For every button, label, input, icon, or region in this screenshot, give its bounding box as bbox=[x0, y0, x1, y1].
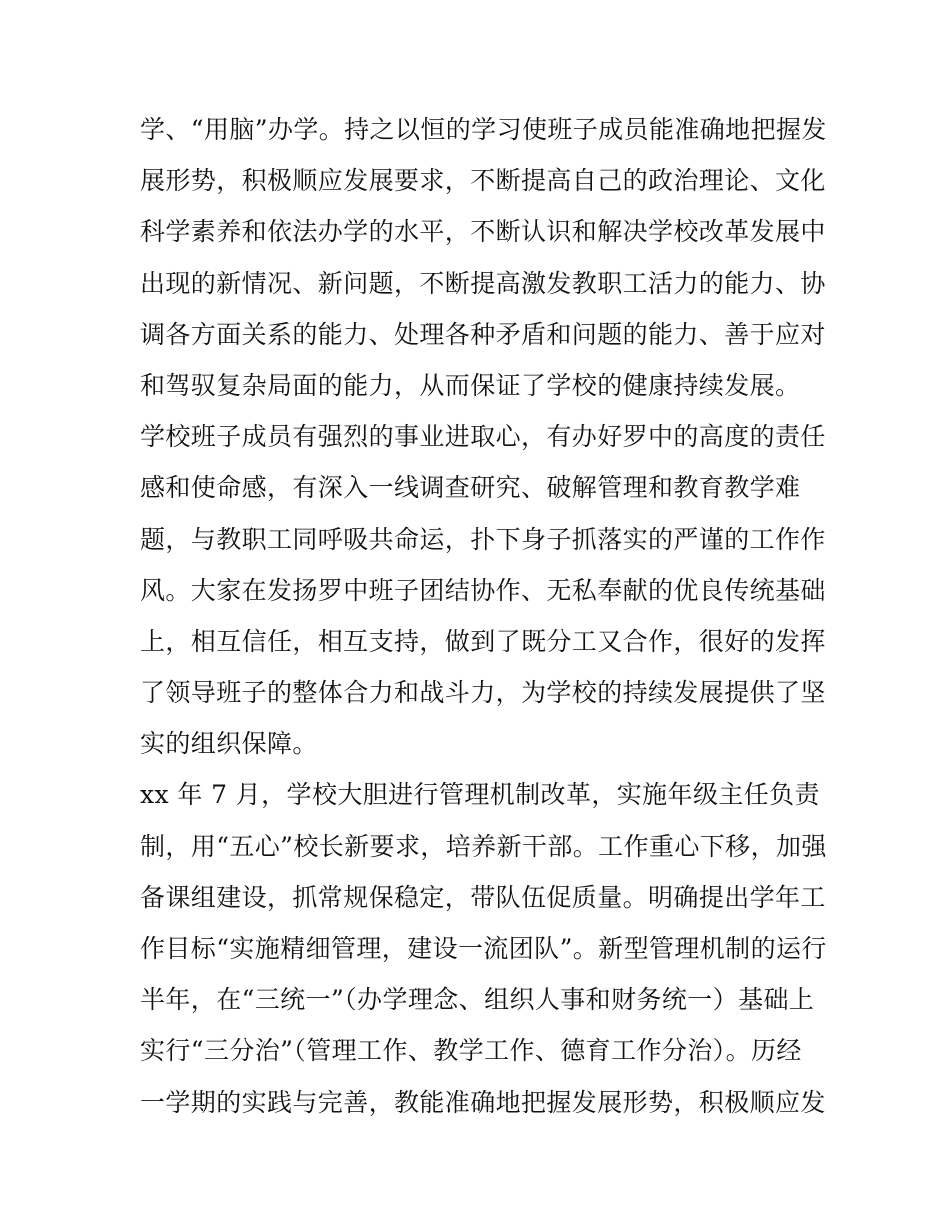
text-line: 上，相互信任，相互支持，做到了既分工又合作，很好的发挥 bbox=[140, 626, 826, 656]
text-line: 一学期的实践与完善，教能准确地把握发展形势，积极顺应发 bbox=[140, 1087, 826, 1117]
text-line: 制，用“五心”校长新要求，培养新干部。工作重心下移，加强 bbox=[140, 831, 827, 861]
text-line: 和驾驭复杂局面的能力，从而保证了学校的健康持续发展。 bbox=[140, 370, 801, 400]
text-line: 备课组建设，抓常规保稳定，带队伍促质量。明确提出学年工 bbox=[140, 882, 826, 912]
text-line: 实行“三分治”（管理工作、教学工作、德育工作分治）。历经 bbox=[140, 1036, 802, 1066]
text-line: 了领导班子的整体合力和战斗力，为学校的持续发展提供了坚 bbox=[140, 678, 826, 708]
text-line: 半年，在“三统一”（办学理念、组织人事和财务统一）基础上 bbox=[140, 985, 815, 1015]
text-line: 调各方面关系的能力、处理各种矛盾和问题的能力、善于应对 bbox=[140, 319, 826, 349]
text-line: 风。大家在发扬罗中班子团结协作、无私奉献的优良传统基础 bbox=[140, 575, 826, 605]
text-line: 题，与教职工同呼吸共命运，扑下身子抓落实的严谨的工作作 bbox=[140, 524, 826, 554]
text-line: 感和使命感，有深入一线调查研究、破解管理和教育教学难 bbox=[140, 473, 801, 503]
body-text bbox=[140, 104, 830, 1128]
text-line: 实的组织保障。 bbox=[140, 729, 318, 759]
text-line: 作目标“实施精细管理，建设一流团队”。新型管理机制的运行 bbox=[140, 934, 827, 963]
text-line: 学校班子成员有强烈的事业进取心，有办好罗中的高度的责任 bbox=[140, 422, 826, 452]
text-line: 出现的新情况、新问题，不断提高激发教职工活力的能力、协 bbox=[140, 268, 826, 298]
text-line: xx 年 7 月，学校大胆进行管理机制改革，实施年级主任负责 bbox=[140, 780, 820, 810]
text-line: 展形势，积极顺应发展要求，不断提高自己的政治理论、文化 bbox=[140, 166, 826, 196]
text-line: 科学素养和依法办学的水平，不断认识和解决学校改革发展中 bbox=[140, 217, 826, 247]
text-line: 学、“用脑”办学。持之以恒的学习使班子成员能准确地把握发 bbox=[140, 115, 827, 144]
